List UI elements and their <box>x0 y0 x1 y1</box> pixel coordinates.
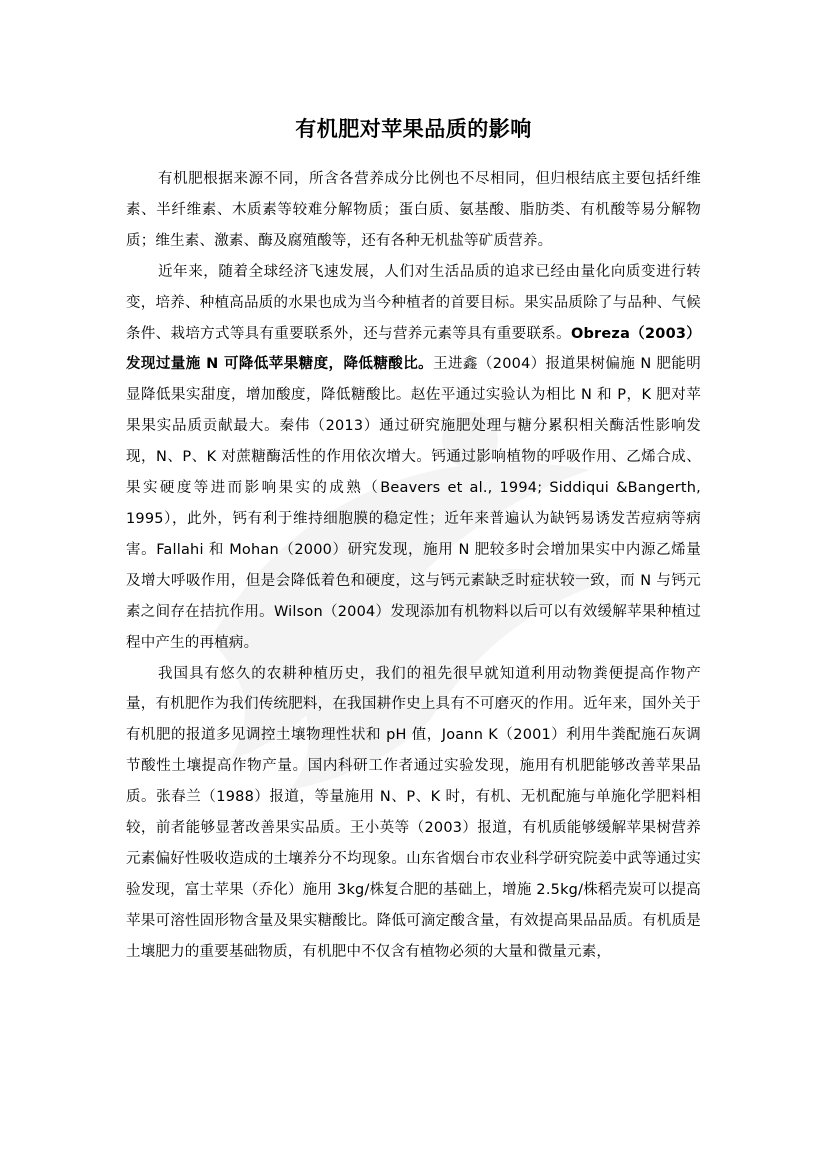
paragraph <box>126 659 701 968</box>
paragraph-list <box>126 164 701 968</box>
paragraph <box>126 164 701 257</box>
paragraph-text: 近年来，随着全球经济飞速发展，人们对生活品质的追求已经由量化向质变进行转变，培养、种植高品质的水果也成为当今种植者的首要目标。果实品质除了与品种、气候条件、栽培方式等具有重要联系外，还与营养元素等具有重要联系。 <box>126 263 701 342</box>
paragraph-bold-text: Obreza（2003）发现过量施 N 可降低苹果糖度，降低糖酸比。 <box>126 325 702 373</box>
paragraph <box>126 257 701 659</box>
document-body <box>126 112 701 968</box>
document-title: 有机肥对苹果品质的影响 <box>295 117 532 141</box>
paragraph-text: 我国具有悠久的农耕种植历史，我们的祖先很早就知道利用动物粪便提高作物产量，有机肥作为我们传统肥料，在我国耕作史上具有不可磨灭的作用。近年来，国外关于有机肥的报道多见调控土壤物理性状和 pH 值，Joann K（2001）利用牛粪配施石灰调节酸性土壤提高作物产量。国内科研工作者通过实验发现，施用有机肥能够改善苹果品质。张春兰（1988）报道，等量施用 N、P、K 时，有机、无机配施与单施化学肥料相较，前者能够显著改善果实品质。王小英等（2003）报道，有机质能够缓解苹果树营养元素偏好性吸收造成的土壤养分不均现象。山东省烟台市农业科学研究院姜中武等通过实验发现，富士苹果（乔化）施用 3kg/株复合肥的基础上，增施 2.5kg/株稻壳炭可以提高苹果可溶性固形物含量及果实糖酸比。降低可滴定酸含量，有效提高果品品质。有机质是土壤肥力的重要基础物质，有机肥中不仅含有植物必须的大量和微量元素， <box>126 665 701 960</box>
paragraph-text: 有机肥根据来源不同，所含各营养成分比例也不尽相同，但归根结底主要包括纤维素、半纤维素、木质素等较难分解物质；蛋白质、氨基酸、脂肪类、有机酸等易分解物质；维生素、激素、酶及腐殖酸等，还有各种无机盐等矿质营养。 <box>126 171 701 249</box>
paragraph-text: 王进鑫（2004）报道果树偏施 N 肥能明显降低果实甜度，增加酸度，降低糖酸比。赵佐平通过实验认为相比 N 和 P，K 肥对苹果果实品质贡献最大。秦伟（2013）通过研究施肥处理与糖分累积相关酶活性影响发现，N、P、K 对蔗糖酶活性的作用依次增大。钙通过影响植物的呼吸作用、乙烯合成、果实硬度等进而影响果实的成熟（Beavers et al., 1994; Siddiqui &Bangerth, 1995），此外，钙有利于维持细胞膜的稳定性；近年来普遍认为缺钙易诱发苦痘病等病害。Fallahi 和 Mohan（2000）研究发现，施用 N 肥较多时会增加果实中内源乙烯量及增大呼吸作用，但是会降低着色和硬度，这与钙元素缺乏时症状较一致，而 N 与钙元素之间存在拮抗作用。Wilson（2004）发现添加有机物料以后可以有效缓解苹果种植过程中产生的再植病。 <box>126 356 701 651</box>
